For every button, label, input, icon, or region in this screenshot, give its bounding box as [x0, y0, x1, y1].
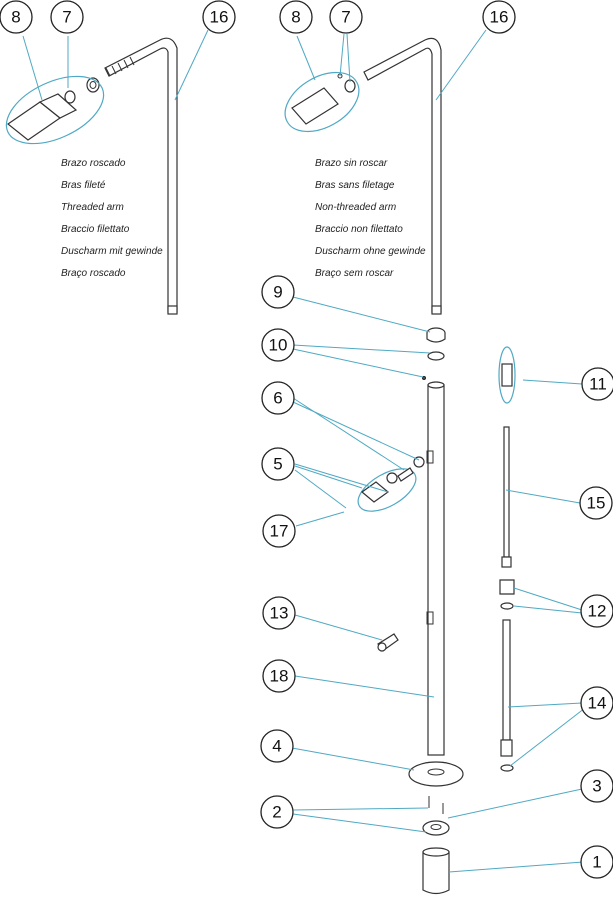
column-connector: [398, 468, 413, 481]
foot-tap-knob: [378, 643, 386, 651]
non-threaded-label-pt: Braço sem roscar: [315, 268, 394, 279]
threaded-arm-labels: [61, 158, 163, 279]
column-nut: [387, 473, 397, 483]
column-tube: [428, 385, 444, 755]
upper-hose: [504, 427, 509, 557]
non-threaded-arm-foot: [432, 306, 441, 314]
threaded-label-it: Braccio filettato: [61, 224, 130, 235]
callout-6: 6: [273, 388, 283, 408]
callout-15: 15: [586, 493, 606, 513]
column-head-group: [351, 460, 422, 520]
anchor-flange: [423, 821, 449, 835]
callout-5: 5: [273, 454, 283, 474]
callout-18: 18: [269, 666, 289, 686]
lower-hose-end: [501, 740, 512, 756]
valve-body: [502, 364, 512, 386]
tee-washer: [501, 603, 513, 609]
ground-sleeve: [423, 852, 449, 894]
tee-fitting: [500, 580, 514, 594]
callout-7-right: 7: [341, 7, 351, 27]
column-top: [428, 382, 444, 388]
ground-sleeve-top: [423, 848, 449, 856]
threaded-label-en: Threaded arm: [61, 202, 124, 213]
internal-pipes-assembly: [499, 347, 515, 771]
callout-9: 9: [273, 282, 283, 302]
callout-14: 14: [587, 693, 607, 713]
non-threaded-label-es: Brazo sin roscar: [315, 158, 388, 169]
callouts: [0, 1, 613, 878]
lower-washer: [501, 765, 513, 771]
non-threaded-label-de: Duscharm ohne gewinde: [315, 246, 426, 257]
callout-8-right: 8: [291, 7, 301, 27]
non-threaded-label-en: Non-threaded arm: [315, 202, 397, 213]
threaded-label-fr: Bras fileté: [61, 180, 106, 191]
callout-16-left: 16: [209, 7, 229, 27]
non-threaded-arm-labels: [315, 158, 426, 279]
non-threaded-shower-head: [292, 88, 338, 124]
top-ring: [428, 352, 444, 360]
callout-3: 3: [592, 776, 602, 796]
base-plate: [409, 762, 463, 786]
upper-hose-end: [502, 557, 511, 567]
threaded-label-pt: Braço roscado: [61, 268, 126, 279]
callout-17: 17: [269, 521, 289, 541]
callout-10: 10: [268, 335, 288, 355]
callout-1: 1: [592, 852, 602, 872]
callout-13: 13: [269, 603, 289, 623]
threaded-label-es: Brazo roscado: [61, 158, 126, 169]
lower-hose: [503, 620, 510, 740]
callout-4: 4: [272, 736, 282, 756]
callout-7-left: 7: [62, 7, 72, 27]
callout-16-right: 16: [489, 7, 509, 27]
threaded-arm-foot: [168, 306, 177, 314]
non-threaded-label-it: Braccio non filettato: [315, 224, 403, 235]
threaded-label-de: Duscharm mit gewinde: [61, 246, 163, 257]
threaded-washer: [65, 91, 75, 103]
callout-12: 12: [587, 601, 607, 621]
callout-8-left: 8: [11, 7, 21, 27]
top-cap-body: [427, 333, 445, 342]
callout-11: 11: [589, 374, 607, 394]
callout-2: 2: [272, 802, 282, 822]
non-threaded-label-fr: Bras sans filetage: [315, 180, 395, 191]
threaded-nut: [87, 78, 99, 92]
